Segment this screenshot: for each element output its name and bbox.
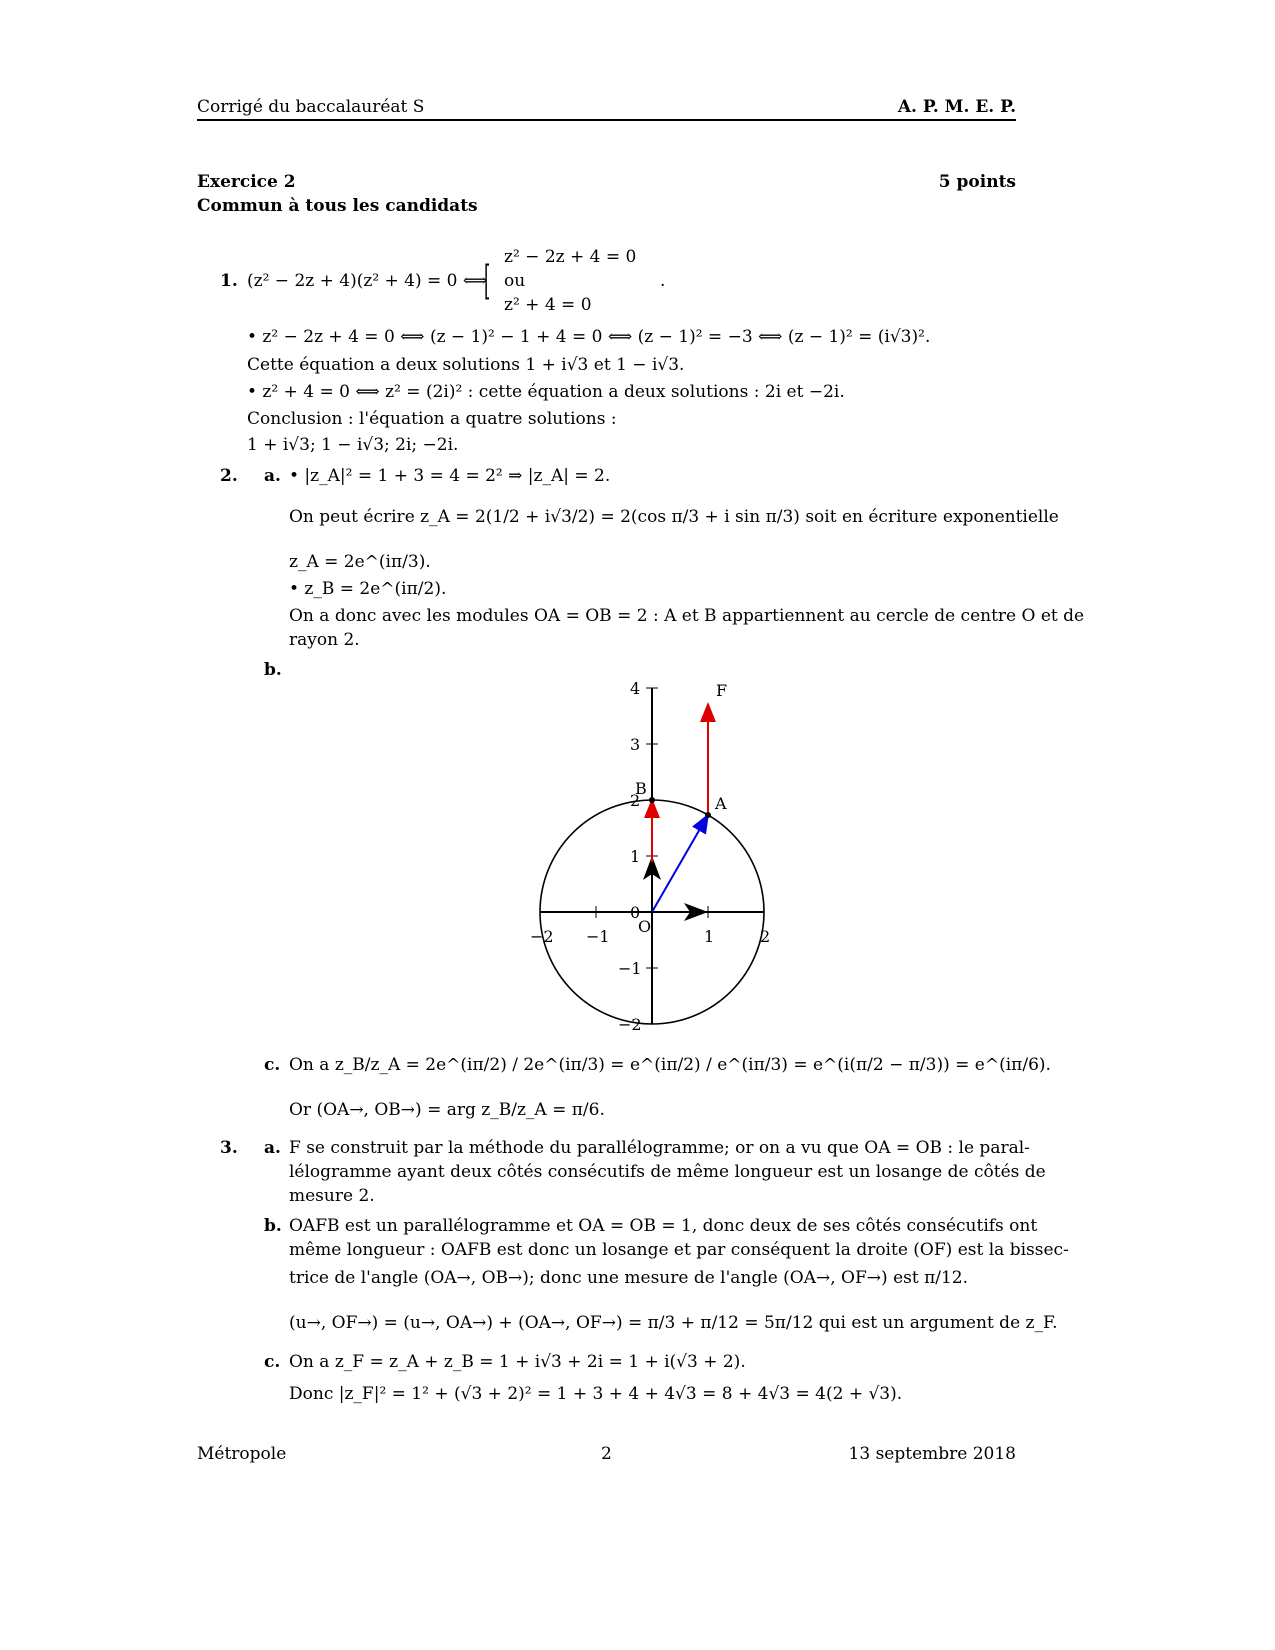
q2-line: z_A = 2e^(iπ/3). <box>289 552 431 572</box>
q1-line: 1 + i√3; 1 − i√3; 2i; −2i. <box>247 435 459 455</box>
q2-a-label: a. <box>264 466 281 486</box>
y-tick: −2 <box>618 1015 642 1034</box>
footer-left: Métropole <box>197 1444 287 1464</box>
x-tick: 1 <box>704 927 715 946</box>
q3-a-label: a. <box>264 1138 281 1158</box>
q2-c-label: c. <box>264 1055 281 1075</box>
y-tick: 0 <box>630 903 641 922</box>
q2-line: On a donc avec les modules OA = OB = 2 : A et B appartiennent au cercle de centre O et de <box>289 606 1085 626</box>
page-number: 2 <box>601 1444 612 1464</box>
y-tick: −1 <box>618 959 642 978</box>
q1-line: • z² − 2z + 4 = 0 ⟺ (z − 1)² − 1 + 4 = 0 ⟺ (z − 1)² = −3 ⟺ (z − 1)² = (i√3)². <box>247 327 931 347</box>
q2-b-label: b. <box>264 660 282 680</box>
q3-number: 3. <box>220 1138 238 1158</box>
header-rule <box>197 119 1016 121</box>
q3-line: Donc |z_F|² = 1² + (√3 + 2)² = 1 + 3 + 4 + 4√3 = 8 + 4√3 = 4(2 + √3). <box>289 1384 903 1404</box>
q2-line: rayon 2. <box>289 630 360 650</box>
q1-number: 1. <box>220 271 238 291</box>
point-B <box>649 797 655 803</box>
q3-line: mesure 2. <box>289 1186 375 1206</box>
q2-line: On a z_B/z_A = 2e^(iπ/2) / 2e^(iπ/3) = e^(iπ/2) / e^(iπ/3) = e^(i(π/2 − π/3)) = e^(iπ/6). <box>289 1055 1051 1075</box>
complex-plane-figure <box>520 675 790 1040</box>
vector-OA <box>652 815 708 912</box>
q2-line: Or (OA→, OB→) = arg z_B/z_A = π/6. <box>289 1100 605 1120</box>
exercise-points: 5 points <box>938 172 1016 192</box>
label-F: F <box>716 681 728 700</box>
exercise-title: Exercice 2 <box>197 172 296 192</box>
y-tick: 4 <box>630 679 641 698</box>
q1-line: Conclusion : l'équation a quatre solutions : <box>247 409 617 429</box>
q3-line: lélogramme ayant deux côtés consécutifs de même longueur est un losange de côtés de <box>289 1162 1046 1182</box>
q1-system-dot: . <box>660 271 666 291</box>
point-A <box>705 812 711 818</box>
q3-line: OAFB est un parallélogramme et OA = OB = 1, donc deux de ses côtés consécutifs ont <box>289 1216 1038 1236</box>
q2-line: • |z_A|² = 1 + 3 = 4 = 2² ⇒ |z_A| = 2. <box>289 466 611 486</box>
exercise-subtitle: Commun à tous les candidats <box>197 196 478 216</box>
q3-c-label: c. <box>264 1352 281 1372</box>
q1-equation: (z² − 2z + 4)(z² + 4) = 0 ⟺ <box>247 271 488 291</box>
q3-line: trice de l'angle (OA→, OB→); donc une mesure de l'angle (OA→, OF→) est π/12. <box>289 1268 969 1288</box>
label-O: O <box>638 917 652 936</box>
header-left: Corrigé du baccalauréat S <box>197 97 425 117</box>
q2-line: • z_B = 2e^(iπ/2). <box>289 579 447 599</box>
q3-line: même longueur : OAFB est donc un losange et par conséquent la droite (OF) est la bissec- <box>289 1240 1069 1260</box>
system-bracket: [ <box>484 258 491 304</box>
q3-line: F se construit par la méthode du parallélogramme; or on a vu que OA = OB : le paral- <box>289 1138 1030 1158</box>
header-right: A. P. M. E. P. <box>897 97 1016 117</box>
x-tick: −2 <box>530 927 554 946</box>
y-tick: 1 <box>630 847 641 866</box>
label-B: B <box>635 779 647 798</box>
q2-line: On peut écrire z_A = 2(1/2 + i√3/2) = 2(cos π/3 + i sin π/3) soit en écriture exponentielle <box>289 507 1059 527</box>
q3-line: (u→, OF→) = (u→, OA→) + (OA→, OF→) = π/3 + π/12 = 5π/12 qui est un argument de z_F. <box>289 1313 1058 1333</box>
x-tick: −1 <box>586 927 610 946</box>
y-tick: 2 <box>630 791 641 810</box>
footer-right: 13 septembre 2018 <box>848 1444 1016 1464</box>
q3-line: On a z_F = z_A + z_B = 1 + i√3 + 2i = 1 + i(√3 + 2). <box>289 1352 746 1372</box>
q3-b-label: b. <box>264 1216 282 1236</box>
label-A: A <box>715 794 727 813</box>
x-tick: 2 <box>760 927 771 946</box>
q1-line: Cette équation a deux solutions 1 + i√3 et 1 − i√3. <box>247 355 685 375</box>
q1-line: • z² + 4 = 0 ⟺ z² = (2i)² : cette équation a deux solutions : 2i et −2i. <box>247 382 845 402</box>
q1-system-3: z² + 4 = 0 <box>504 295 592 315</box>
y-tick: 3 <box>630 735 641 754</box>
q1-system-2: ou <box>504 271 526 291</box>
q1-system-1: z² − 2z + 4 = 0 <box>504 247 637 267</box>
q2-number: 2. <box>220 466 238 486</box>
